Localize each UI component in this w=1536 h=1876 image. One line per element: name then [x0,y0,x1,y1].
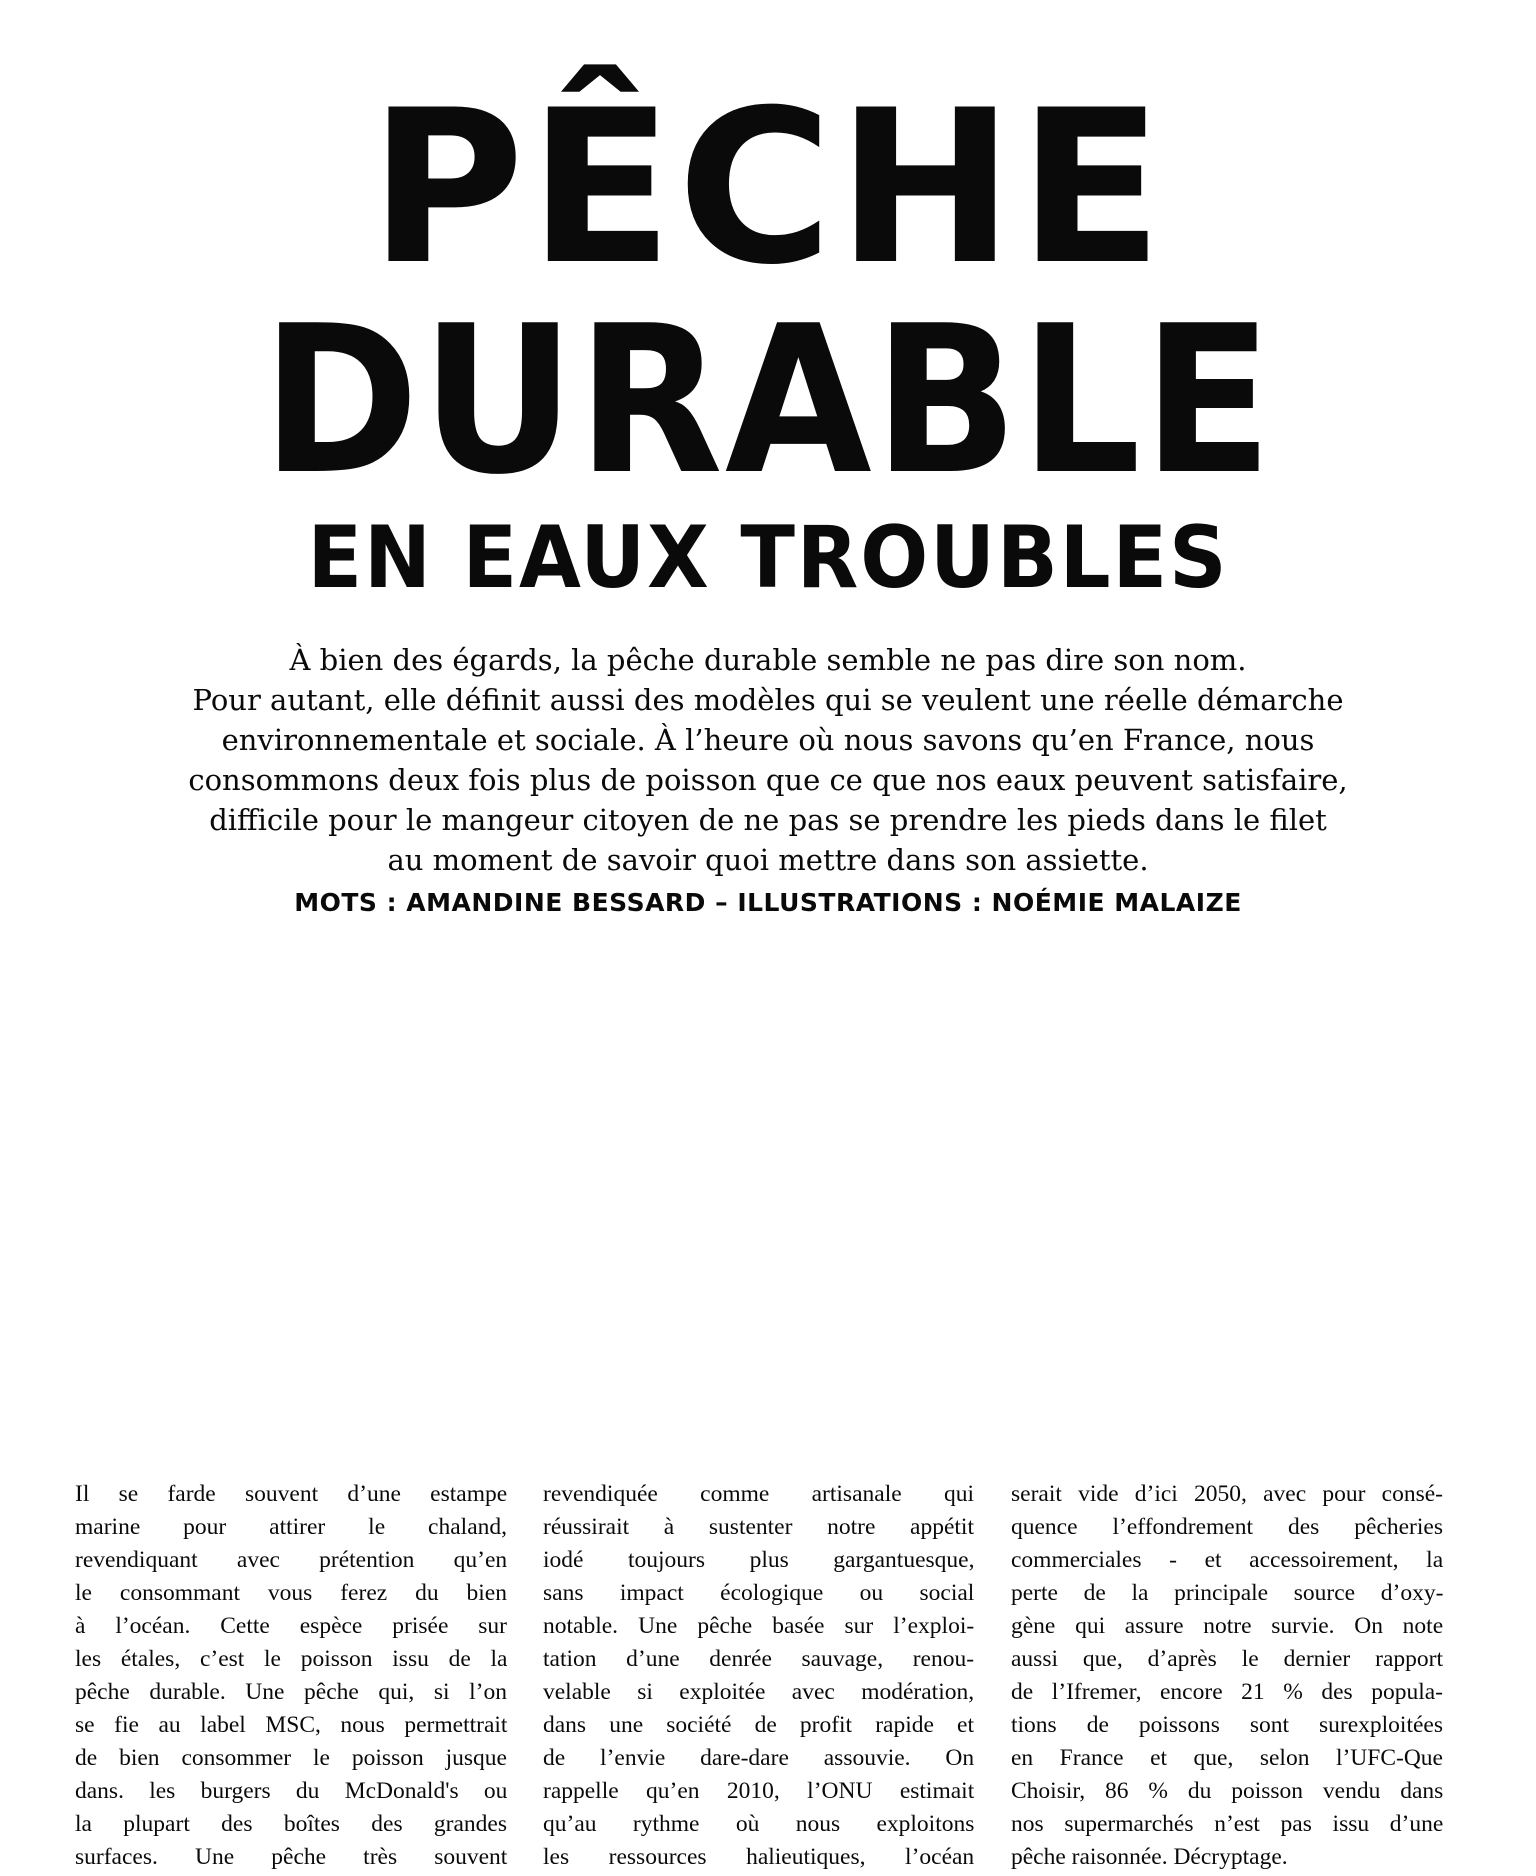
body-line: dans une société de profit rapide et [543,1712,974,1738]
standfirst [130,640,1406,880]
body-line: le consommant vous ferez du bien [75,1580,507,1606]
body-column-2 [543,1478,974,1874]
body-line: iodé toujours plus gargantuesque, [543,1547,975,1573]
body-line: gène qui assure notre survie. On note [1011,1613,1444,1639]
headline-line-2: DURABLE [261,283,1275,520]
body-line: pêche raisonnée. Décryptage. [1011,1844,1288,1870]
body-line: de bien consommer le poisson jusque [75,1745,507,1771]
body-line: velable si exploitée avec modération, [543,1679,975,1705]
standfirst-line: environnementale et sociale. À l’heure où nous savons qu’en France, nous [221,723,1315,757]
body-line: tation d’une denrée sauvage, renou- [543,1646,975,1672]
body-line: aussi que, d’après le dernier rapport [1011,1646,1443,1672]
standfirst-line: À bien des égards, la pêche durable semble ne pas dire son nom. [289,643,1247,677]
standfirst-line: Pour autant, elle définit aussi des modèles qui se veulent une réelle démarche [192,683,1344,717]
standfirst-line: difficile pour le mangeur citoyen de ne pas se prendre les pieds dans le filet [209,803,1327,837]
body-line: dans. les burgers du McDonald's ou [75,1778,508,1804]
body-line: se fie au label MSC, nous permettrait [75,1712,508,1738]
body-line: rappelle qu’en 2010, l’ONU estimait [543,1778,975,1804]
body-line: pêche durable. Une pêche qui, si l’on [75,1679,507,1705]
body-line: de l’Ifremer, encore 21 % des popula- [1011,1679,1443,1705]
body-line: à l’océan. Cette espèce prisée sur [75,1613,507,1639]
body-line: quence l’effondrement des pêcheries [1011,1514,1443,1540]
body-line: revendiquant avec prétention qu’en [75,1547,508,1573]
headline-line-1: PÊCHE [368,64,1168,311]
body-line: réussirait à sustenter notre appétit [543,1514,974,1540]
body-line: revendiquée comme artisanale qui [543,1481,974,1507]
body-line: qu’au rythme où nous exploitons [543,1811,975,1837]
body-line: de l’envie dare-dare assouvie. On [543,1745,975,1771]
body-line: serait vide d’ici 2050, avec pour consé- [1011,1481,1443,1507]
body-line: tions de poissons sont surexploitées [1011,1712,1443,1738]
body-line: notable. Une pêche basée sur l’exploi- [543,1613,975,1639]
body-line: en France et que, selon l’UFC-Que [1011,1745,1443,1771]
body-line: les ressources halieutiques, l’océan [543,1844,975,1870]
author-credits: MOTS : AMANDINE BESSARD – ILLUSTRATIONS : NOÉMIE MALAIZE [294,888,1242,917]
body-line: commerciales - et accessoirement, la [1011,1547,1444,1573]
body-column-1 [75,1478,507,1874]
headline-subtitle: EN EAUX TROUBLES [307,508,1229,608]
body-line: Choisir, 86 % du poisson vendu dans [1011,1778,1444,1804]
body-line: perte de la principale source d’oxy- [1011,1580,1444,1606]
body-line: marine pour attirer le chaland, [75,1514,507,1540]
body-line: les étales, c’est le poisson issu de la [75,1646,508,1672]
body-column-3 [1011,1478,1443,1874]
body-line: la plupart des boîtes des grandes [75,1811,507,1837]
body-line: sans impact écologique ou social [543,1580,975,1606]
standfirst-line: consommons deux fois plus de poisson que ce que nos eaux peuvent satisfaire, [188,763,1348,797]
body-line: surfaces. Une pêche très souvent [75,1844,508,1870]
standfirst-line: au moment de savoir quoi mettre dans son assiette. [387,843,1149,877]
body-line: nos supermarchés n’est pas issu d’une [1011,1811,1444,1837]
body-line: Il se farde souvent d’une estampe [75,1481,508,1507]
